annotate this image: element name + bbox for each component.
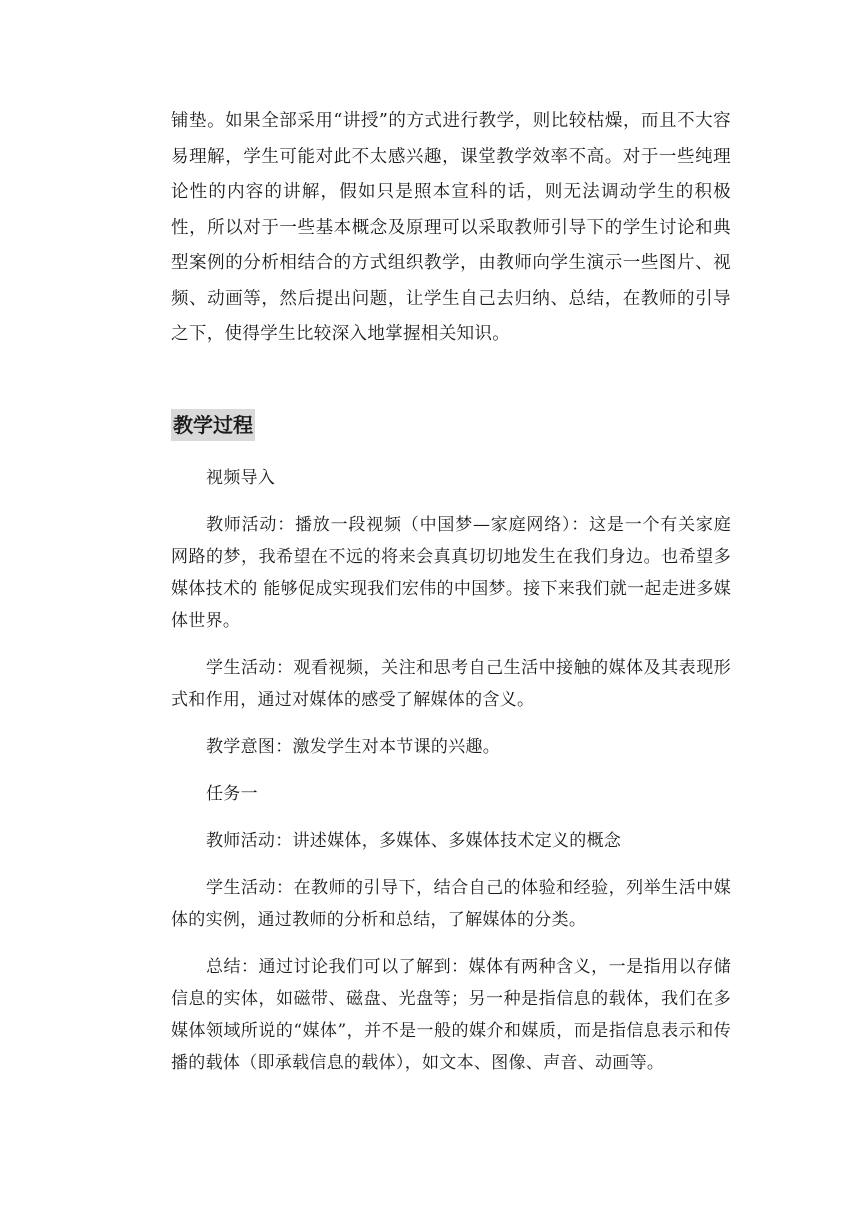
section-heading: 教学过程 — [171, 409, 255, 441]
paragraph-student-activity-1: 学生活动：观看视频，关注和思考自己生活中接触的媒体及其表现形式和作用，通过对媒体的感受了解媒体的含义。 — [171, 658, 731, 710]
paragraph-teacher-activity-1: 教师活动：播放一段视频（中国梦—家庭网络）：这是一个有关家庭网路的梦，我希望在不远的将来会真真切切地发生在我们身边。也希望多媒体技术的 能够促成实现我们宏伟的中国梦。接下来我们就一起走进多媒体世界。 — [171, 515, 731, 631]
paragraph-summary: 总结：通过讨论我们可以了解到：媒体有两种含义，一是指用以存储信息的实体，如磁带、磁盘、光盘等；另一种是指信息的载体，我们在多媒体领域所说的“媒体”，并不是一般的媒介和媒质，而是指信息表示和传播的载体（即承载信息的载体），如文本、图像、声音、动画等。 — [171, 957, 731, 1073]
intro-paragraph: 铺垫。如果全部采用“讲授”的方式进行教学，则比较枯燥，而且不大容易理解，学生可能对此不太感兴趣，课堂教学效率不高。对于一些纯理论性的内容的讲解，假如只是照本宣科的话，则无法调动学生的积极性，所以对于一些基本概念及原理可以采取教师引导下的学生讨论和典型案例的分析相结合的方式组织教学，由教师向学生演示一些图片、视频、动画等，然后提出问题，让学生自己去归纳、总结，在教师的引导之下，使得学生比较深入地掌握相关知识。 — [171, 111, 731, 344]
paragraph-video-intro: 视频导入 — [206, 468, 276, 488]
paragraph-student-activity-2: 学生活动：在教师的引导下，结合自己的体验和经验，列举生活中媒体的实例，通过教师的分析和总结，了解媒体的分类。 — [171, 878, 731, 930]
paragraph-teaching-intent: 教学意图：激发学生对本节课的兴趣。 — [206, 737, 501, 757]
section-body — [171, 462, 731, 1094]
paragraph-task-one: 任务一 — [206, 784, 258, 804]
paragraph-teacher-activity-2: 教师活动：讲述媒体，多媒体、多媒体技术定义的概念 — [206, 831, 622, 851]
